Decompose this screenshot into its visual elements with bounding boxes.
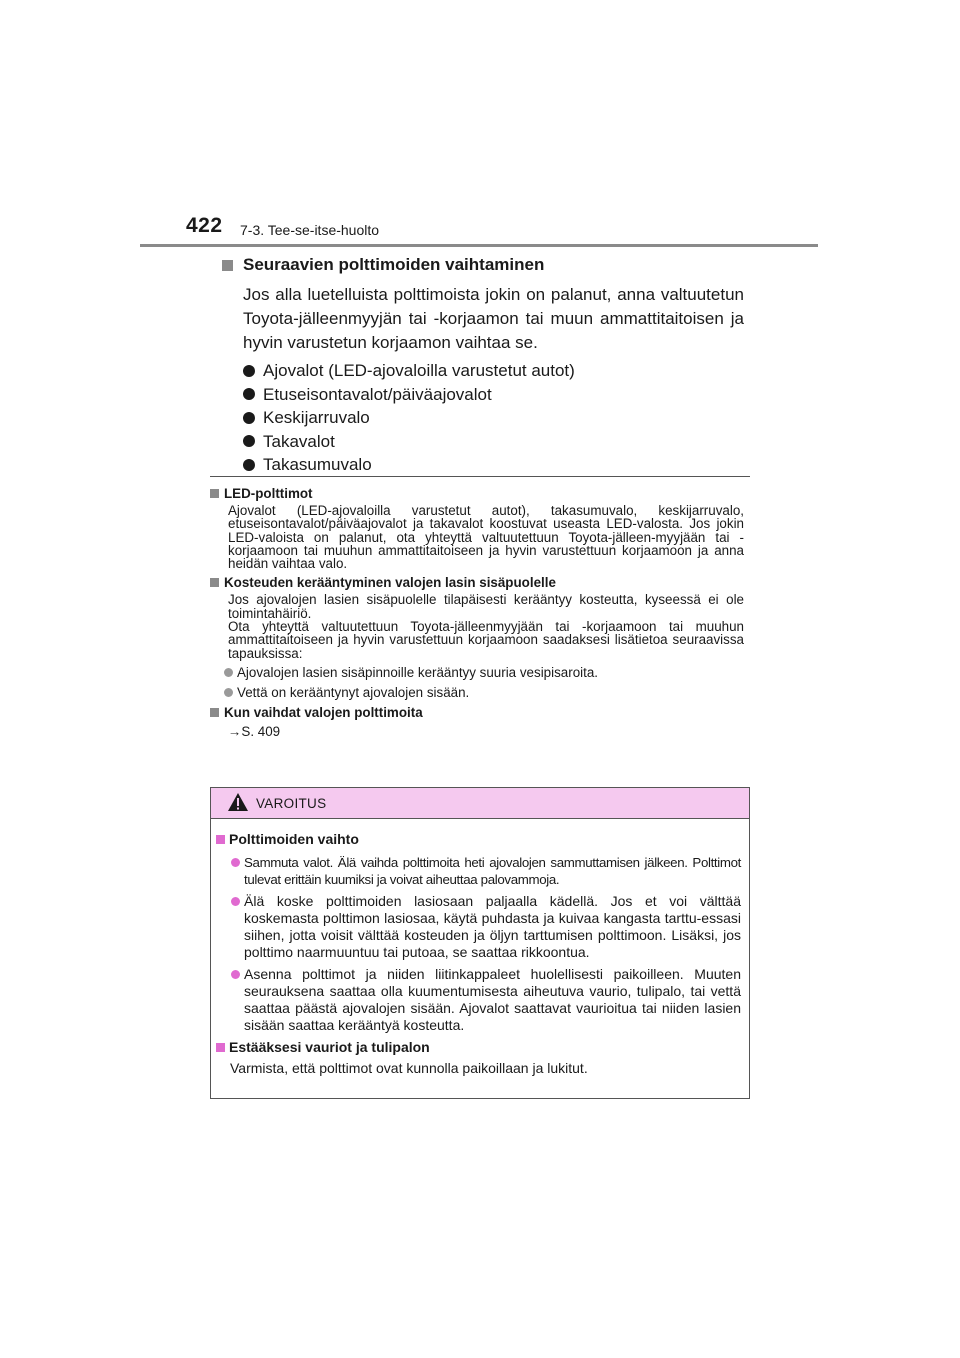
bullet-dot-icon <box>231 858 240 867</box>
note-heading-replace <box>210 703 744 722</box>
warning-triangle-icon <box>227 792 249 812</box>
list-item <box>216 893 741 961</box>
square-bullet-icon <box>210 489 219 498</box>
main-heading-text: Seuraavien polttimoiden vaihtaminen <box>243 255 545 274</box>
list-item-text: Takavalot <box>263 431 335 451</box>
bullet-dot-icon <box>224 688 233 697</box>
note-heading-led <box>210 484 744 503</box>
notes-section <box>210 484 744 738</box>
note-heading-text: Kosteuden kerääntyminen valojen lasin sisäpuolelle <box>224 575 556 591</box>
warning-heading-text: Polttimoiden vaihto <box>229 831 359 847</box>
list-item <box>216 854 741 888</box>
list-item <box>243 453 744 477</box>
warning-heading-text: Estääksesi vauriot ja tulipalon <box>229 1039 430 1055</box>
bullet-dot-icon <box>243 412 255 424</box>
bullet-dot-icon <box>224 668 233 677</box>
bullet-dot-icon <box>231 897 240 906</box>
note-body-moisture-2: Ota yhteyttä valtuutettuun Toyota-jälleenmyyjään tai -korjaamoon tai muuhun ammattitaitoiseen ja hyvin varustettuun korjaamoon saadaksesi lisätietoa seuraavissa tapauksissa: <box>228 619 744 661</box>
note-body-led: Ajovalot (LED-ajovaloilla varustetut autot), takasumuvalo, keskijarruvalo, etuseisontavalot/päiväajovalot ja takavalot koostuvat useasta LED-valosta. Jos jokin LED-valoista on palanut, ota yhteyttä valtuutettuun Toyota-jälleen-myyjään tai -korjaamoon tai muuhun ammattitaitoiseen ja hyvin varustettuun korjaamoon ja anna heidän vaihtaa valo. <box>228 503 744 572</box>
warning-body <box>211 819 749 1077</box>
main-section <box>222 253 744 477</box>
warning-body-text: Varmista, että polttimot ovat kunnolla paikoillaan ja lukitut. <box>230 1060 588 1076</box>
list-item-text: Sammuta valot. Älä vaihda polttimoita heti ajovalojen sammuttamisen jälkeen. Polttimot tulevat erittäin kuumiksi ja voivat aiheuttaa palovammoja. <box>244 855 741 887</box>
main-heading <box>222 253 744 277</box>
warning-heading-damage <box>216 1037 741 1057</box>
list-item-text: Takasumuvalo <box>263 455 372 474</box>
list-item-text: Älä koske polttimoiden lasiosaan paljaalla kädellä. Jos et voi välttää koskemasta polttimon lasiosaa, käytä puhdasta ja kuivaa kangasta tarttu-essasi siihen, jotta voisit välttää kosteuden ja öljyn tarttumisen polttimoon. Lisäksi, jos polttimo naarmuuntuu tai putoaa, se saattaa rikkoontua. <box>244 893 741 960</box>
square-bullet-icon <box>222 260 233 271</box>
note-heading-text: LED-polttimot <box>224 486 313 501</box>
list-item <box>224 665 744 680</box>
list-item-text: Etuseisontavalot/päiväajovalot <box>263 384 492 404</box>
bullet-dot-icon <box>231 970 240 979</box>
square-bullet-icon <box>216 1043 225 1052</box>
list-item <box>216 966 741 1034</box>
bullet-dot-icon <box>243 365 255 377</box>
list-item-text: Ajovalot (LED-ajovaloilla varustetut autot) <box>263 361 575 380</box>
square-bullet-icon <box>216 835 225 844</box>
list-item <box>243 383 744 407</box>
page-number: 422 <box>186 214 223 237</box>
bullet-dot-icon <box>243 459 255 471</box>
list-item <box>224 685 744 700</box>
warning-title: VAROITUS <box>256 796 327 811</box>
bullet-dot-icon <box>243 435 255 447</box>
page-reference-link[interactable]: →S. 409 <box>228 723 281 739</box>
list-item <box>243 359 744 383</box>
list-item-text: Asenna polttimot ja niiden liitinkappaleet huolellisesti paikoilleen. Muuten seurauksena saattaa olla kuumentumisesta aiheutuva vaurio, tulipalo, tai vettä saattaa päästä ajovalojen sisään. Ajovalot saattavat vaurioitua tai niiden lasien sisään saattaa kerääntyä kosteutta. <box>244 966 741 1033</box>
warning-box <box>210 787 750 1099</box>
warning-header <box>211 788 749 819</box>
warning-heading-bulbs <box>216 829 741 849</box>
bulb-list <box>243 359 744 477</box>
note-heading-text: Kun vaihdat valojen polttimoita <box>224 704 423 720</box>
section-divider <box>210 476 750 477</box>
note-body-moisture-1: Jos ajovalojen lasien sisäpuolelle tilapäisesti kerääntyy kosteutta, kyseessä ei ole toimintahäiriö. <box>228 592 744 621</box>
square-bullet-icon <box>210 708 219 717</box>
list-item-text: Ajovalojen lasien sisäpinnoille kerääntyy suuria vesipisaroita. <box>237 664 598 680</box>
list-item-text: Vettä on kerääntynyt ajovalojen sisään. <box>237 684 470 700</box>
list-item <box>243 430 744 454</box>
note-heading-moisture <box>210 573 744 592</box>
square-bullet-icon <box>210 578 219 587</box>
bullet-dot-icon <box>243 388 255 400</box>
list-item-text: Keskijarruvalo <box>263 408 370 427</box>
main-paragraph: Jos alla luetelluista polttimoista jokin on palanut, anna valtuutetun Toyota-jälleenmyyjän tai -korjaamon tai muun ammattitaitoisen ja hyvin varustetun korjaamon vaihtaa se. <box>243 285 744 352</box>
section-title: 7-3. Tee-se-itse-huolto <box>240 222 380 238</box>
list-item <box>243 406 744 430</box>
header-divider <box>140 244 818 247</box>
